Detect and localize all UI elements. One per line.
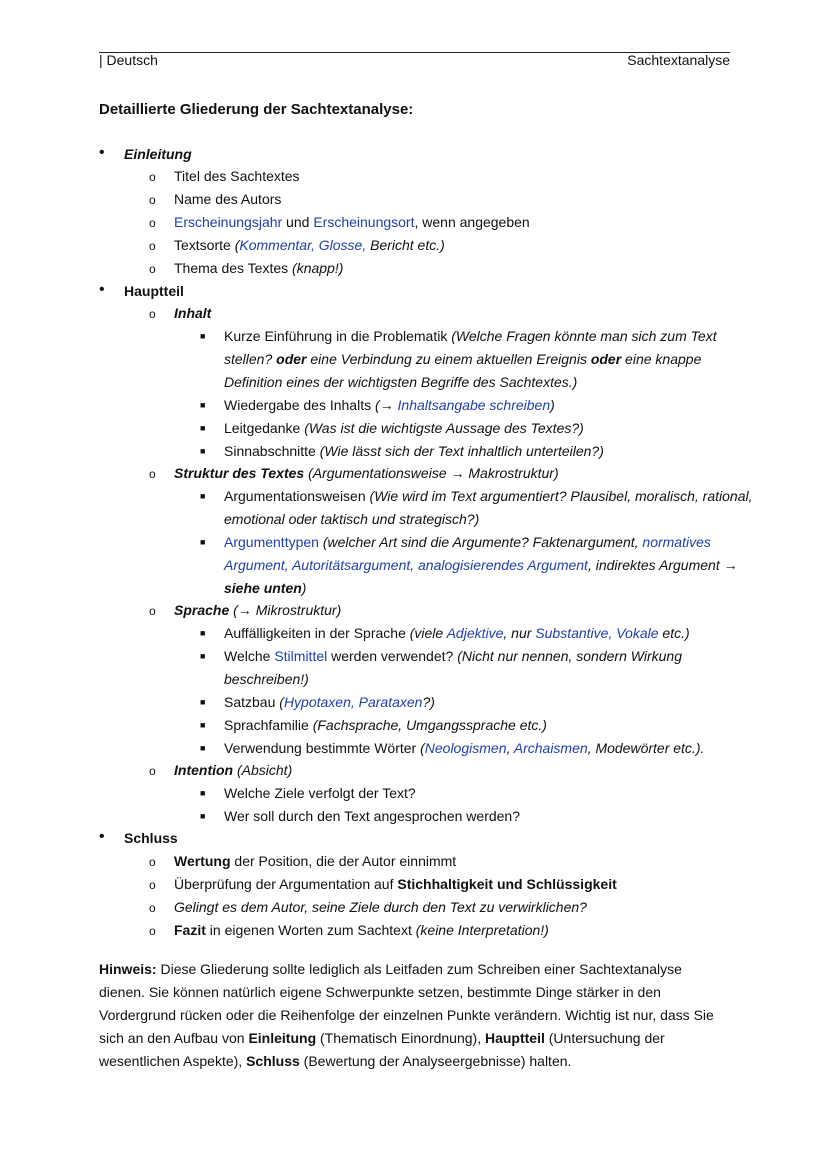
bullet-circle-icon: o [149, 901, 156, 915]
list-item: Welche Ziele verfolgt der Text? [224, 785, 416, 801]
hinweis-paragraph: Hinweis: Diese Gliederung sollte lediglich als Leitfaden zum Schreiben einer Sachtextanalyse dienen. Sie können natürlich eigene Schwerpunkte setzen, bestimmte Dinge stärker in den Vordergrund rücken oder die Reihenfolge der einzelnen Punkte verändern. Wichtig ist nur, dass Sie sich an den Aufbau von Einleitung (Thematisch Einordnung), Hauptteil (Untersuchung der wesentlichen Aspekte), Schluss (Bewertung der Analyseergebnisse) halten. [99, 961, 714, 1069]
list-item: Welche Stilmittel werden verwendet? (Nicht nur nennen, sondern Wirkung [224, 648, 682, 664]
list-item: Auffälligkeiten in der Sprache (viele Adjektive, nur Substantive, Vokale etc.) [224, 625, 690, 641]
bullet-dot-icon: • [99, 828, 105, 845]
bullet-square-icon: ■ [200, 651, 206, 661]
list-item: Kurze Einführung in die Problematik (Welche Fragen könnte man sich zum Text [224, 328, 717, 344]
list-item-continuation: emotional oder taktisch und strategisch?) [224, 511, 480, 527]
bullet-circle-icon: o [149, 170, 156, 184]
bullet-dot-icon: • [99, 144, 105, 161]
list-item: Name des Autors [174, 191, 282, 207]
term-link: normatives [642, 534, 711, 550]
bullet-square-icon: ■ [200, 743, 206, 753]
term-link: Kommentar, Glosse, [239, 237, 367, 253]
header-topic: Sachtextanalyse [627, 52, 730, 68]
header-subject: | Deutsch [99, 52, 158, 68]
list-item: Sprachfamilie (Fachsprache, Umgangssprache etc.) [224, 717, 547, 733]
subsection-intention: Intention (Absicht) [174, 762, 293, 778]
term-link: Neologismen [424, 740, 507, 756]
bullet-circle-icon: o [149, 855, 156, 869]
bullet-circle-icon: o [149, 878, 156, 892]
list-item: Wer soll durch den Text angesprochen werden? [224, 808, 520, 824]
term-link: Inhaltsangabe schreiben [397, 397, 551, 413]
page-header [99, 51, 730, 68]
list-item: Titel des Sachtextes [174, 168, 300, 184]
list-item-continuation: Argument, Autoritätsargument, analogisierendes Argument, indirektes Argument → [224, 557, 738, 573]
bullet-circle-icon: o [149, 467, 156, 481]
bullet-circle-icon: o [149, 216, 156, 230]
term-link: Substantive, Vokale [535, 625, 659, 641]
list-item-continuation: siehe unten) [224, 580, 307, 596]
list-item: Leitgedanke (Was ist die wichtigste Aussage des Textes?) [224, 420, 584, 436]
list-item: Fazit in eigenen Worten zum Sachtext (keine Interpretation!) [174, 922, 549, 938]
section-schluss: Schluss [124, 830, 178, 846]
term-link: Adjektive [446, 625, 504, 641]
list-item: Erscheinungsjahr und Erscheinungsort, wenn angegeben [174, 214, 530, 230]
bullet-square-icon: ■ [200, 491, 206, 501]
page-title: Detaillierte Gliederung der Sachtextanalyse: [99, 101, 414, 118]
bullet-square-icon: ■ [200, 788, 206, 798]
section-hauptteil: Hauptteil [124, 283, 184, 299]
bullet-circle-icon: o [149, 924, 156, 938]
term-link: Hypotaxen, Parataxen [283, 694, 423, 710]
bullet-circle-icon: o [149, 193, 156, 207]
list-item-continuation: Definition eines der wichtigsten Begriffe des Sachtextes.) [224, 374, 578, 390]
bullet-square-icon: ■ [200, 720, 206, 730]
list-item: Verwendung bestimmte Wörter (Neologismen, Archaismen, Modewörter etc.). [224, 740, 705, 756]
bullet-circle-icon: o [149, 764, 156, 778]
list-item: Textsorte (Kommentar, Glosse, Bericht etc.) [174, 237, 445, 253]
list-item: Sinnabschnitte (Wie lässt sich der Text inhaltlich unterteilen?) [224, 443, 604, 459]
bullet-square-icon: ■ [200, 423, 206, 433]
term-link: Archaismen [513, 740, 588, 756]
bullet-circle-icon: o [149, 307, 156, 321]
term-link: Erscheinungsort [313, 214, 415, 230]
bullet-square-icon: ■ [200, 697, 206, 707]
bullet-square-icon: ■ [200, 400, 206, 410]
list-item: Argumentationsweisen (Wie wird im Text argumentiert? Plausibel, moralisch, rational, [224, 488, 753, 504]
bullet-square-icon: ■ [200, 811, 206, 821]
bullet-circle-icon: o [149, 604, 156, 618]
bullet-dot-icon: • [99, 281, 105, 298]
bullet-circle-icon: o [149, 239, 156, 253]
list-item-continuation: stellen? oder eine Verbindung zu einem aktuellen Ereignis oder eine knappe [224, 351, 702, 367]
list-item: Überprüfung der Argumentation auf Stichhaltigkeit und Schlüssigkeit [174, 876, 617, 892]
term-link: Erscheinungsjahr [174, 214, 283, 230]
list-item-continuation: beschreiben!) [224, 671, 309, 687]
list-item: Wiedergabe des Inhalts (→ Inhaltsangabe schreiben) [224, 397, 555, 413]
bullet-circle-icon: o [149, 262, 156, 276]
section-einleitung: Einleitung [124, 146, 192, 162]
term-link: Argumenttypen [224, 534, 319, 550]
term-link: Stilmittel [274, 648, 328, 664]
list-item: Satzbau (Hypotaxen, Parataxen?) [224, 694, 435, 710]
term-link: Argument, Autoritätsargument, analogisierendes Argument [224, 557, 588, 573]
subsection-sprache: Sprache (→ Mikrostruktur) [174, 602, 342, 618]
subsection-inhalt: Inhalt [174, 305, 212, 321]
bullet-square-icon: ■ [200, 628, 206, 638]
subsection-struktur: Struktur des Textes (Argumentationsweise → Makrostruktur) [174, 465, 559, 481]
list-item: Wertung der Position, die der Autor einnimmt [174, 853, 457, 869]
list-item: Argumenttypen (welcher Art sind die Argumente? Faktenargument, normatives [224, 534, 711, 550]
bullet-square-icon: ■ [200, 331, 206, 341]
bullet-square-icon: ■ [200, 537, 206, 547]
list-item: Thema des Textes (knapp!) [174, 260, 344, 276]
bullet-square-icon: ■ [200, 446, 206, 456]
list-item: Gelingt es dem Autor, seine Ziele durch den Text zu verwirklichen? [174, 899, 587, 915]
